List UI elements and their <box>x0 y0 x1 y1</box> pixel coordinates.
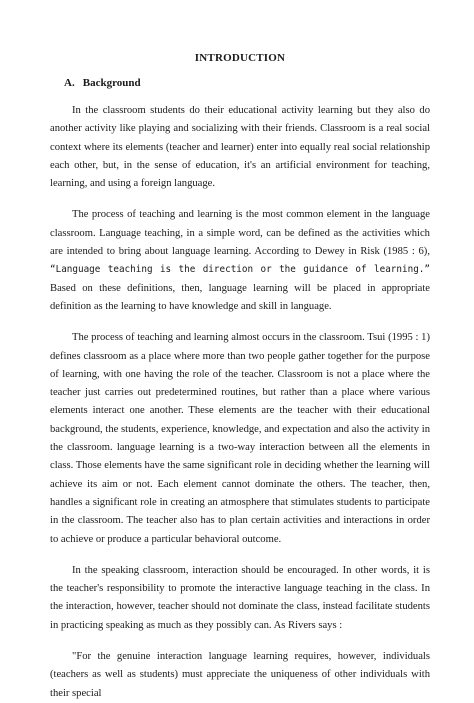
paragraph-3: The process of teaching and learning almost occurs in the classroom. Tsui (1995 : 1) defines classroom as a place where more than two people gather together for the purpose of learning, with one having the role of the teacher. Classroom is not a place where the teacher just carries out predetermined routines, but rather than a place where various elements interact one another. These elements are the teacher with their educational background, the students, experience, knowledge, and expectation and also the activity in the classroom. language learning is a two-way interaction between all the elements in class. Those elements have the same significant role in deciding whether the learning will achieve its aim or not. Each element cannot dominate the others. The teacher, then, handles a significant role in creating an atmosphere that stimulates students to participate in the classroom. The teacher also has to plan certain activities and interactions in order to achieve or produce a particular behavioral outcome. <box>50 332 430 545</box>
page-title: INTRODUCTION <box>194 52 286 64</box>
paragraph-2-tail: Based on these definitions, then, language learning will be placed in appropriate definition as the learning to have knowledge and skill in language. <box>50 282 430 312</box>
section-title: Background <box>82 77 141 89</box>
rivers-quote-paragraph: "For the genuine interaction language learning requires, however, individuals (teachers as well as students) must appreciate the uniqueness of other individuals with their special <box>50 651 430 699</box>
paragraph-2-body: Language teaching, in a simple word, can be defined as the activities which are intended to bring about language learning. According to Dewey in Risk (1985 : 6), <box>50 227 430 258</box>
dewey-quote: “Language teaching is the direction or the guidance of learning.” <box>50 264 430 276</box>
paragraph-4: In the speaking classroom, interaction should be encouraged. In other words, it is the teacher's responsibility to promote the interactive language teaching in the class. In the interaction, however, teacher should not dominate the class, instead facilitate students in practicing speaking as much as they possibly can. As Rivers says : <box>50 564 430 631</box>
paragraph-2-lead: The process of teaching and learning is the most common element in the language classroom. <box>50 209 430 239</box>
section-heading <box>50 77 430 89</box>
section-number: A. <box>64 77 75 89</box>
paragraph-1: In the classroom students do their educational activity learning but they also do another activity like playing and socializing with their friends. Classroom is a real social context where its elements (teacher and learner) enter into equally real social relationship each other, but, in the sense of education, it's an artificial environment for teaching, learning, and using a foreign language. <box>50 105 430 190</box>
paragraph-2 <box>50 206 430 316</box>
